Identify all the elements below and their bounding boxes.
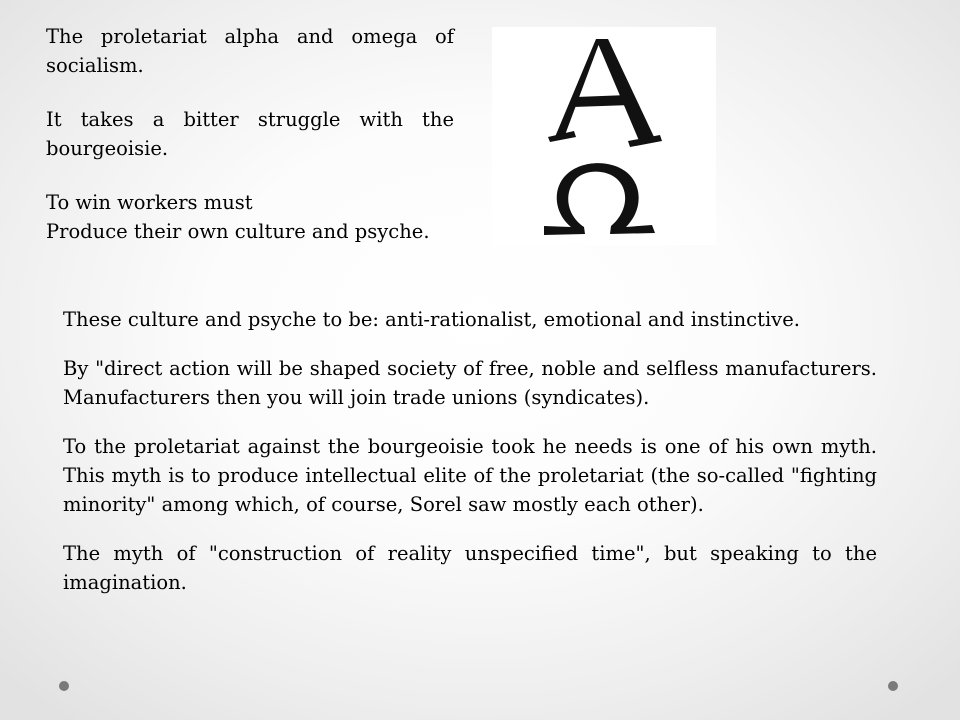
body-paragraph-3: To the proletariat against the bourgeoisie took he needs is one of his own myth. This myth is to produce intellectual elite of the proletariat (the so-called "fighting minority" among which, of course, Sorel saw mostly each other). [63, 435, 877, 516]
intro-text-block [46, 22, 454, 246]
intro-line-1: The proletariat alpha and omega of socialism. [46, 25, 454, 77]
intro-line-4: Produce their own culture and psyche. [46, 220, 430, 243]
body-paragraph-1: These culture and psyche to be: anti-rationalist, emotional and instinctive. [63, 308, 800, 331]
alpha-omega-symbol-icon [492, 27, 716, 245]
body-paragraph-4: The myth of "construction of reality unspecified time", but speaking to the imagination. [63, 542, 877, 594]
decorative-dot-right [888, 681, 898, 691]
alpha-omega-image [492, 27, 716, 245]
body-paragraph-2: By "direct action will be shaped society of free, noble and selfless manufacturers. Manufacturers then you will join trade unions (syndicates). [63, 357, 877, 409]
intro-line-2: It takes a bitter struggle with the bourgeoisie. [46, 108, 454, 160]
alpha-glyph [548, 39, 662, 147]
main-body-text [63, 305, 877, 597]
omega-glyph [544, 163, 655, 235]
intro-line-3: To win workers must [46, 191, 253, 214]
decorative-dot-left [59, 681, 69, 691]
